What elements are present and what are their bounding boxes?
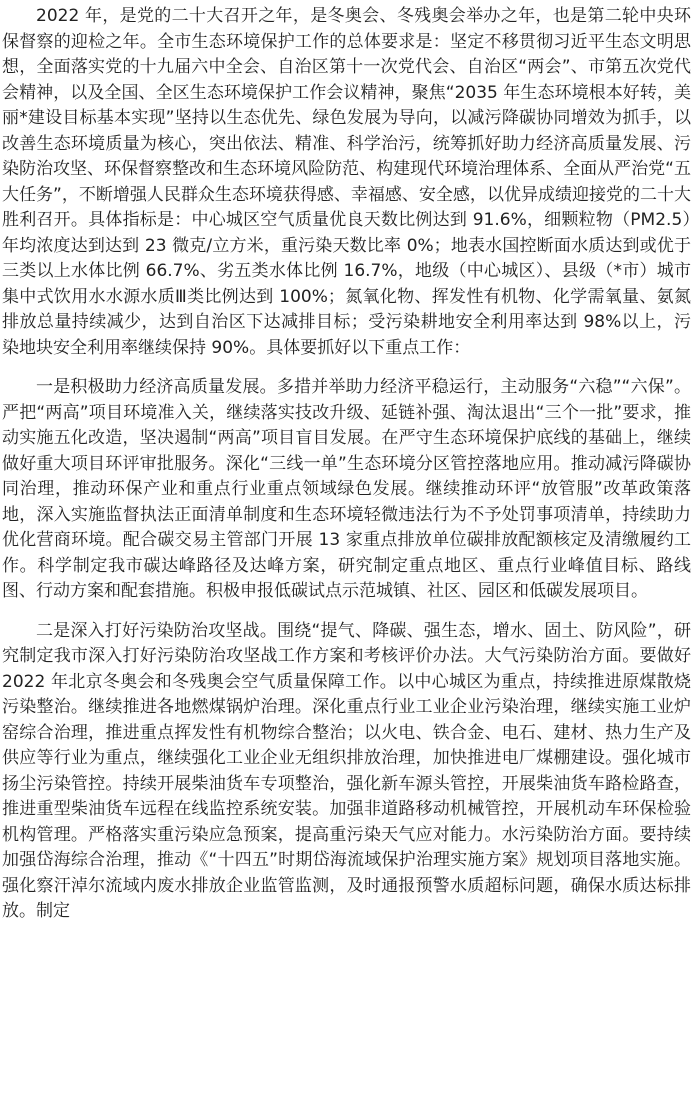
paragraph-gap: [2, 361, 691, 375]
paragraph-task-two: 二是深入打好污染防治攻坚战。围绕“提气、降碳、强生态，增水、固土、防风险”，研究制定我市深入打好污染防治攻坚战工作方案和考核评价办法。大气污染防治方面。要做好 2022 年北京冬奥会和冬残奥会空气质量保障工作。以中心城区为重点，持续推进原煤散烧污染整治。继续推进各地燃煤锅炉治理。深化重点行业工业企业污染治理，继续实施工业炉窑综合治理，推进重点挥发性有机物综合整治；以火电、铁合金、电石、建材、热力生产及供应等行业为重点，继续强化工业企业无组织排放治理，加快推进电厂煤棚建设。强化城市扬尘污染管控。持续开展柴油货车专项整治，强化新车源头管控，开展柴油货车路检路查，推进重型柴油货车远程在线监控系统安装。加强非道路移动机械管控，开展机动车环保检验机构管理。严格落实重污染应急预案，提高重污染天气应对能力。水污染防治方面。要持续加强岱海综合治理，推动《“十四五”时期岱海流域保护治理实施方案》规划项目落地实施。强化察汗淖尔流域内废水排放企业监管监测，及时通报预警水质超标问题，确保水质达标排放。制定: [2, 620, 691, 921]
paragraph-gap: [2, 605, 691, 619]
paragraph-overview: 2022 年，是党的二十大召开之年，是冬奥会、冬残奥会举办之年，也是第二轮中央环保督察的迎检之年。全市生态环境保护工作的总体要求是：坚定不移贯彻习近平生态文明思想，全面落实党的十九届六中全会、自治区第十一次党代会、自治区“两会”、市第五次党代会精神，以及全国、全区生态环境保护工作会议精神，聚焦“2035 年生态环境根本好转，美丽*建设目标基本实现”坚持以生态优先、绿色发展为导向，以减污降碳协同增效为抓手，以改善生态环境质量为核心，突出依法、精准、科学治污，统筹抓好助力经济高质量发展、污染防治攻坚、环保督察整改和生态环境风险防范、构建现代环境治理体系、全面从严治党“五大任务”，不断增强人民群众生态环境获得感、幸福感、安全感，以优异成绩迎接党的二十大胜利召开。具体指标是：中心城区空气质量优良天数比例达到 91.6%，细颗粒物（PM2.5）年均浓度达到达到 23 微克/立方米，重污染天数比率 0%；地表水国控断面水质达到或优于三类以上水体比例 66.7%、劣五类水体比例 16.7%，地级（中心城区）、县级（*市）城市集中式饮用水水源水质Ⅲ类比例达到 100%；氮氧化物、挥发性有机物、化学需氧量、氨氮排放总量持续减少，达到自治区下达减排目标；受污染耕地安全利用率达到 98%以上，污染地块安全利用率继续保持 90%。具体要抓好以下重点工作：: [2, 6, 691, 358]
document-body: [2, 4, 691, 925]
paragraph-task-one: 一是积极助力经济高质量发展。多措并举助力经济平稳运行，主动服务“六稳”“六保”。严把“两高”项目环境准入关，继续落实技改升级、延链补强、淘汰退出“三个一批”要求，推动实施五化改造，坚决遏制“两高”项目盲目发展。在严守生态环境保护底线的基础上，继续做好重大项目环评审批服务。深化“三线一单”生态环境分区管控落地应用。推动减污降碳协同治理，推动环保产业和重点行业重点领域绿色发展。继续推动环评“放管服”改革政策落地，深入实施监督执法正面清单制度和生态环境轻微违法行为不予处罚事项清单，持续助力优化营商环境。配合碳交易主管部门开展 13 家重点排放单位碳排放配额核定及清缴履约工作。科学制定我市碳达峰路径及达峰方案，研究制定重点地区、重点行业峰值目标、路线图、行动方案和配套措施。积极申报低碳试点示范城镇、社区、园区和低碳发展项目。: [2, 377, 691, 601]
